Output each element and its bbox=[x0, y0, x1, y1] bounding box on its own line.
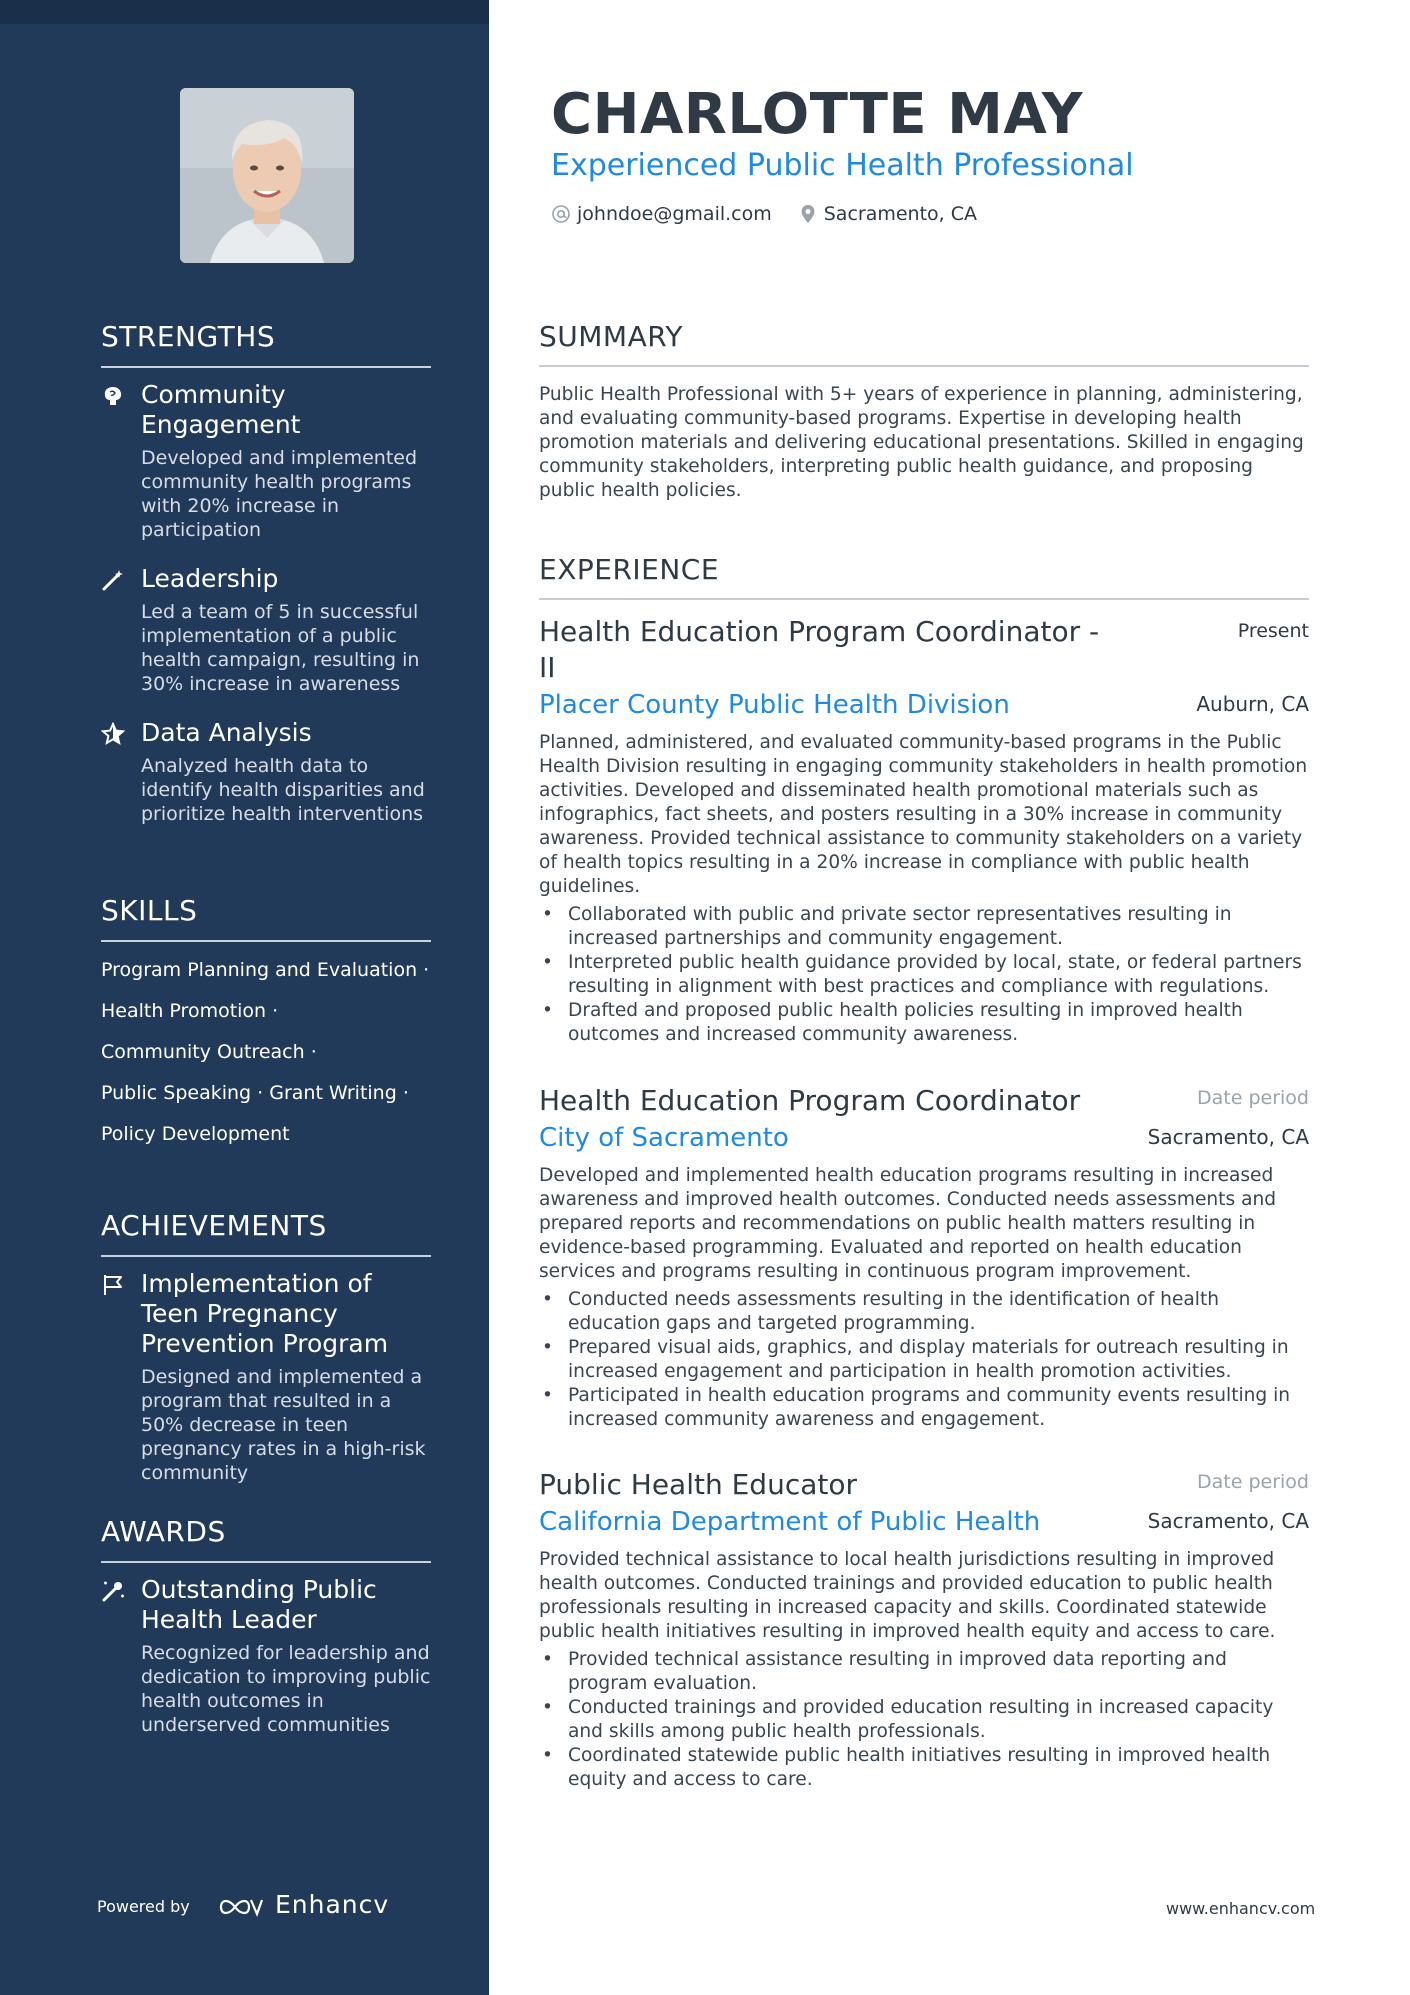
star-icon bbox=[101, 722, 125, 746]
section-divider bbox=[101, 1561, 431, 1563]
award-title: Outstanding Public Health Leader bbox=[141, 1575, 377, 1634]
strengths-title: STRENGTHS bbox=[101, 320, 276, 353]
skills-title: SKILLS bbox=[101, 894, 198, 927]
experience-entry bbox=[539, 1467, 1309, 1792]
job-bullets bbox=[539, 903, 1309, 1047]
achievement-item bbox=[101, 1269, 431, 1485]
list-item: • Conducted needs assessments resulting in the identification of health education gaps and targeted programming. bbox=[539, 1288, 1309, 1336]
enhancv-logo-icon bbox=[217, 1895, 255, 1919]
brain-icon bbox=[101, 384, 125, 408]
section-divider bbox=[539, 598, 1309, 600]
achievements-section bbox=[101, 1209, 431, 1485]
skill-line: Health Promotion · bbox=[101, 1000, 279, 1022]
section-divider bbox=[539, 365, 1309, 367]
strength-item bbox=[101, 718, 431, 826]
awards-title: AWARDS bbox=[101, 1515, 226, 1548]
list-item: • Conducted trainings and provided education resulting in increased capacity and skills among public health professionals. bbox=[539, 1696, 1309, 1744]
job-date: Date period bbox=[1197, 1087, 1309, 1109]
list-item: • Drafted and proposed public health policies resulting in improved health outcomes and increased community awareness. bbox=[539, 999, 1309, 1047]
summary-text: Public Health Professional with 5+ years of experience in planning, administering, and evaluating community-based programs. Expertise in developing health promotion materials and delivering educational presentations. Skilled in engaging community stakeholders, interpreting public health guidance, and proposing public health policies. bbox=[539, 384, 1304, 501]
job-bullets bbox=[539, 1288, 1309, 1432]
strength-item bbox=[101, 564, 431, 696]
section-divider bbox=[101, 366, 431, 368]
job-description: Developed and implemented health education programs resulting in increased awareness and improved health outcomes. Conducted needs assessments and prepared reports and recommendations on public health matters resulting in evidence-based programming. Evaluated and reported on health education services and programs resulting in continuous program improvement. bbox=[539, 1165, 1277, 1282]
list-item: • Participated in health education programs and community events resulting in increased community awareness and engagement. bbox=[539, 1384, 1309, 1432]
flag-icon bbox=[101, 1273, 125, 1297]
section-divider bbox=[101, 940, 431, 942]
location-text: Sacramento, CA bbox=[823, 203, 978, 225]
contact-row bbox=[551, 203, 977, 225]
strengths-section bbox=[101, 320, 431, 826]
achievements-title: ACHIEVEMENTS bbox=[101, 1209, 327, 1242]
job-date: Date period bbox=[1197, 1471, 1309, 1493]
sidebar-top-bar bbox=[0, 0, 489, 24]
job-description: Provided technical assistance to local health jurisdictions resulting in improved health outcomes. Conducted trainings and provided education to public health professionals resulting in increased capacity and skills. Coordinated statewide public health initiatives resulting in improved health equity and access to care. bbox=[539, 1549, 1276, 1642]
skills-list bbox=[101, 950, 431, 1155]
award-description: Recognized for leadership and dedication to improving public health outcomes in underserved communities bbox=[141, 1642, 431, 1736]
magic-wand-icon bbox=[101, 568, 125, 592]
achievement-description: Designed and implemented a program that resulted in a 50% decrease in teen pregnancy rates in a high-risk community bbox=[141, 1366, 426, 1484]
strength-title: Community Engagement bbox=[141, 380, 301, 439]
skill-line: Program Planning and Evaluation · bbox=[101, 959, 430, 981]
job-location: Sacramento, CA bbox=[1147, 1125, 1309, 1149]
achievement-title: Implementation of Teen Pregnancy Prevention Program bbox=[141, 1269, 389, 1358]
profile-photo bbox=[180, 88, 354, 263]
job-date: Present bbox=[1237, 620, 1309, 642]
company-name: Placer County Public Health Division bbox=[539, 690, 1010, 720]
strength-title: Leadership bbox=[141, 564, 279, 593]
experience-heading bbox=[539, 553, 1309, 600]
skill-line: Community Outreach · bbox=[101, 1041, 317, 1063]
section-divider bbox=[101, 1255, 431, 1257]
skill-line: Public Speaking · Grant Writing · bbox=[101, 1082, 409, 1104]
sidebar bbox=[0, 0, 489, 1995]
experience-entry bbox=[539, 1083, 1309, 1432]
strength-description: Analyzed health data to identify health disparities and prioritize health interventions bbox=[141, 755, 425, 825]
list-item: • Collaborated with public and private sector representatives resulting in increased partnerships and community engagement. bbox=[539, 903, 1309, 951]
job-bullets bbox=[539, 1648, 1309, 1792]
skill-line: Policy Development bbox=[101, 1123, 290, 1145]
footer-url[interactable]: www.enhancv.com bbox=[1166, 1899, 1316, 1918]
job-location: Sacramento, CA bbox=[1147, 1509, 1309, 1533]
award-icon bbox=[101, 1579, 125, 1603]
job-description: Planned, administered, and evaluated community-based programs in the Public Health Division resulting in engaging community stakeholders in health promotion activities. Developed and disseminated health promotional materials such as infographics, fact sheets, and posters resulting in a 30% increase in community awareness. Provided technical assistance to community stakeholders on a variety of health topics resulting in a 20% increase in compliance with public health guidelines. bbox=[539, 732, 1308, 897]
strength-description: Led a team of 5 in successful implementation of a public health campaign, resulting in 30% increase in awareness bbox=[141, 601, 420, 695]
email-link[interactable]: johndoe@gmail.com bbox=[577, 203, 772, 225]
summary-title: SUMMARY bbox=[539, 320, 684, 353]
job-title: Health Education Program Coordinator - II bbox=[539, 615, 1100, 684]
company-name: City of Sacramento bbox=[539, 1123, 789, 1153]
job-location: Auburn, CA bbox=[1196, 692, 1309, 716]
list-item: • Interpreted public health guidance provided by local, state, or federal partners resulting in alignment with best practices and compliance with regulations. bbox=[539, 951, 1309, 999]
awards-section bbox=[101, 1515, 431, 1737]
job-title: Public Health Educator bbox=[539, 1468, 857, 1501]
strength-item bbox=[101, 380, 431, 542]
job-title: Health Education Program Coordinator bbox=[539, 1084, 1081, 1117]
candidate-name: CHARLOTTE MAY bbox=[551, 82, 1083, 147]
award-item bbox=[101, 1575, 431, 1737]
strength-description: Developed and implemented community health programs with 20% increase in participation bbox=[141, 447, 418, 541]
experience-title: EXPERIENCE bbox=[539, 553, 720, 586]
strength-title: Data Analysis bbox=[141, 718, 312, 747]
experience-entry bbox=[539, 614, 1309, 1047]
skills-section bbox=[101, 894, 431, 1155]
summary-heading bbox=[539, 320, 1309, 367]
location-pin-icon bbox=[798, 204, 818, 224]
company-name: California Department of Public Health bbox=[539, 1507, 1041, 1537]
candidate-role: Experienced Public Health Professional bbox=[551, 148, 1134, 183]
at-icon bbox=[551, 204, 571, 224]
list-item: • Coordinated statewide public health initiatives resulting in improved health equity and access to care. bbox=[539, 1744, 1309, 1792]
powered-by-label: Powered by bbox=[97, 1897, 190, 1916]
enhancv-brand: Enhancv bbox=[275, 1890, 390, 1919]
list-item: • Prepared visual aids, graphics, and display materials for outreach resulting in increased engagement and participation in health promotion activities. bbox=[539, 1336, 1309, 1384]
list-item: • Provided technical assistance resulting in improved data reporting and program evaluation. bbox=[539, 1648, 1309, 1696]
